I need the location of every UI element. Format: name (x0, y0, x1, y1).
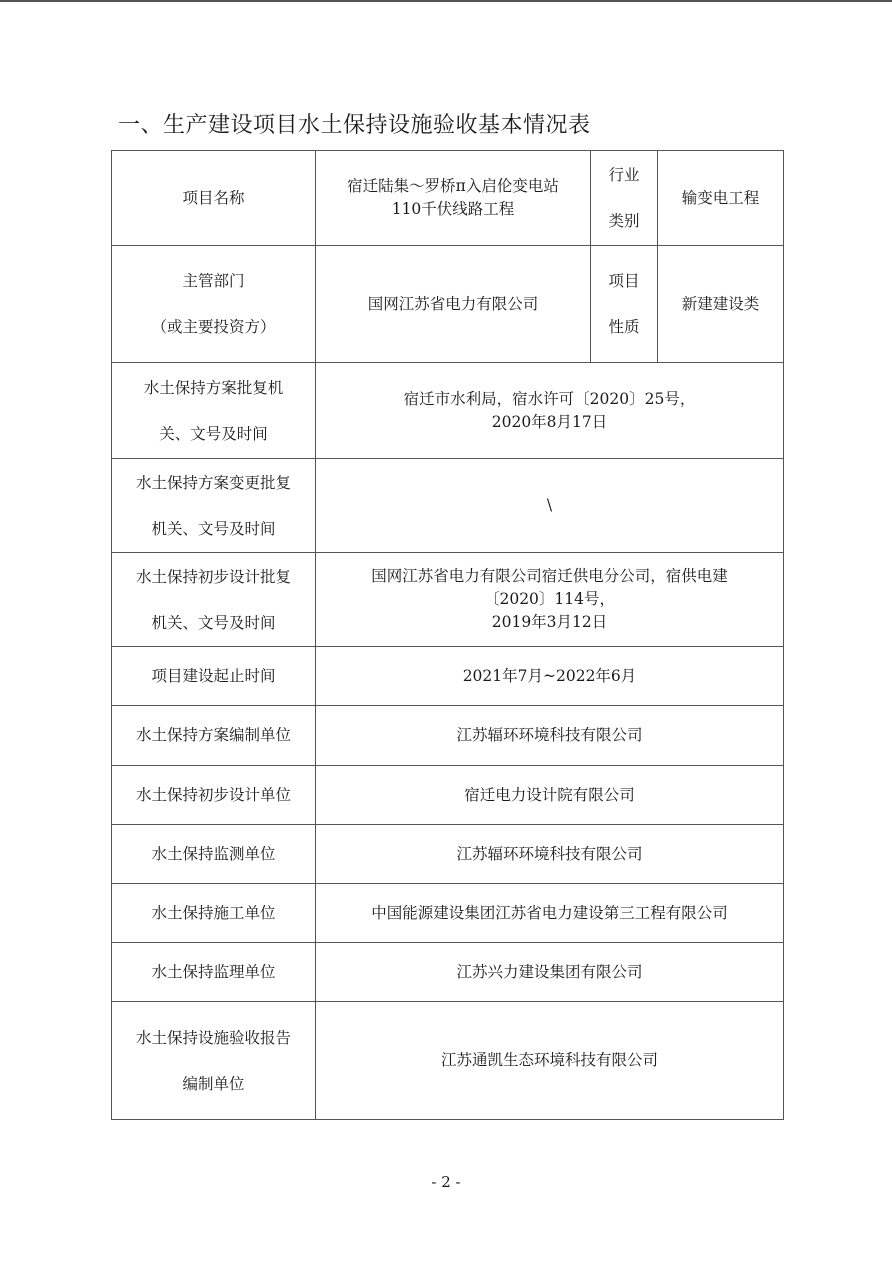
label-cell: 水土保持初步设计单位 (112, 766, 316, 825)
label-cell: 项目建设起止时间 (112, 647, 316, 706)
label-cell (112, 246, 316, 363)
table-row (112, 246, 784, 363)
value-cell: 江苏辐环环境科技有限公司 (316, 825, 784, 884)
value-line: 宿迁陆集～罗桥π入启伦变电站 (347, 177, 559, 195)
page-title: 一、生产建设项目水土保持设施验收基本情况表 (118, 113, 591, 138)
label-line: 机关、文号及时间 (151, 613, 276, 632)
value-line: 宿迁市水利局，宿水许可〔2020〕25号， (403, 389, 696, 408)
value-line: 2020年8月17日 (491, 412, 608, 431)
value-line: 〔2020〕114号， (483, 590, 616, 608)
table-row (112, 766, 784, 825)
label-line: （或主要投资方） (151, 318, 276, 336)
value-cell: 国网江苏省电力有限公司 (316, 246, 591, 363)
label-line: 水土保持设施验收报告 (135, 1028, 291, 1047)
label-line: 项目 (608, 272, 640, 290)
label-line: 编制单位 (182, 1074, 245, 1093)
table-row (112, 884, 784, 943)
label-line: 主管部门 (182, 272, 245, 290)
table-row (112, 363, 784, 459)
label-line: 性质 (608, 318, 640, 336)
label-cell (112, 553, 316, 647)
label-cell: 水土保持方案编制单位 (112, 706, 316, 766)
page-number: - 2 - (431, 1173, 461, 1191)
table-row (112, 553, 784, 647)
label-line: 机关、文号及时间 (151, 519, 276, 538)
value-cell: 江苏辐环环境科技有限公司 (316, 706, 784, 766)
label-line: 水土保持方案批复机 (143, 378, 284, 397)
label-line: 类别 (608, 212, 640, 230)
table-row (112, 647, 784, 706)
value-line: 2019年3月12日 (491, 613, 608, 631)
table-row (112, 1002, 784, 1120)
value-cell (316, 553, 784, 647)
label-cell (591, 151, 658, 246)
label-cell: 水土保持监测单位 (112, 825, 316, 884)
value-cell: 新建建设类 (658, 246, 784, 363)
value-line: 110千伏线路工程 (391, 200, 515, 218)
label-cell: 水土保持监理单位 (112, 943, 316, 1002)
basic-info-table (111, 150, 784, 1120)
value-cell: 江苏兴力建设集团有限公司 (316, 943, 784, 1002)
value-cell: 江苏通凯生态环境科技有限公司 (316, 1002, 784, 1120)
label-cell (591, 246, 658, 363)
label-cell (112, 1002, 316, 1120)
value-cell: 中国能源建设集团江苏省电力建设第三工程有限公司 (316, 884, 784, 943)
label-line: 水土保持初步设计批复 (135, 567, 291, 586)
value-cell: 宿迁电力设计院有限公司 (316, 766, 784, 825)
value-cell: 输变电工程 (658, 151, 784, 246)
value-line: 国网江苏省电力有限公司宿迁供电分公司，宿供电建 (371, 567, 728, 585)
label-cell: 水土保持施工单位 (112, 884, 316, 943)
label-cell (112, 363, 316, 459)
table-row (112, 943, 784, 1002)
label-cell: 项目名称 (112, 151, 316, 246)
table-row (112, 459, 784, 553)
label-line: 关、文号及时间 (159, 424, 268, 443)
value-cell (316, 363, 784, 459)
value-cell: \ (316, 459, 784, 553)
value-cell (316, 151, 591, 246)
page-top-border (0, 0, 892, 2)
table-row (112, 706, 784, 766)
table-row (112, 151, 784, 246)
label-cell (112, 459, 316, 553)
table-row (112, 825, 784, 884)
label-line: 行业 (608, 166, 640, 184)
value-cell: 2021年7月~2022年6月 (316, 647, 784, 706)
label-line: 水土保持方案变更批复 (135, 473, 291, 492)
